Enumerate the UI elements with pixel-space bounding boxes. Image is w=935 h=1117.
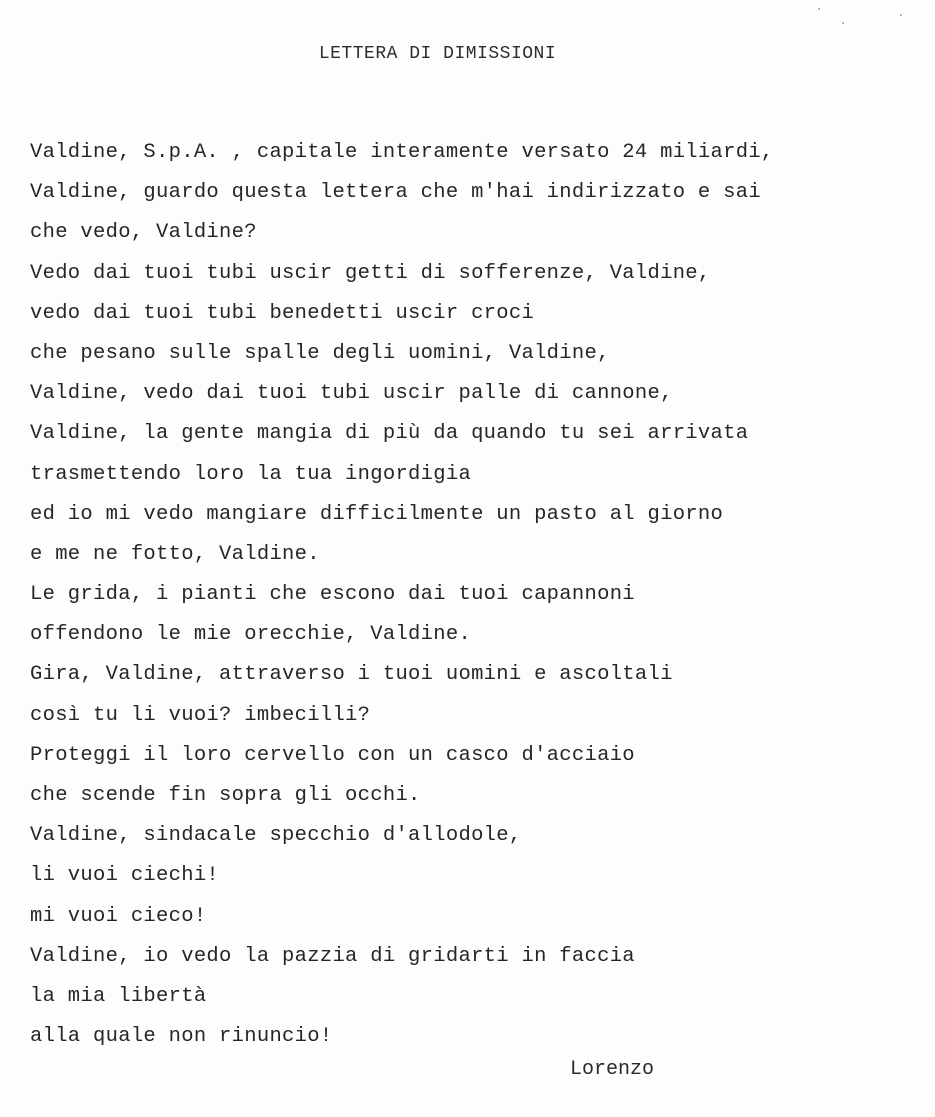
- letter-line: vedo dai tuoi tubi benedetti uscir croci: [30, 301, 535, 325]
- letter-title: LETTERA DI DIMISSIONI: [318, 44, 557, 64]
- letter-line: Valdine, guardo questa lettera che m'hai indirizzato e sai: [30, 181, 761, 205]
- letter-line: Gira, Valdine, attraverso i tuoi uomini e ascoltali: [30, 663, 673, 687]
- letter-line: li vuoi ciechi!: [30, 864, 220, 888]
- letter-line: Vedo dai tuoi tubi uscir getti di sofferenze, Valdine,: [30, 261, 711, 285]
- letter-line: ed io mi vedo mangiare difficilmente un pasto al giorno: [30, 502, 724, 526]
- letter-line: la mia libertà: [30, 984, 207, 1008]
- paper-speck: [818, 8, 820, 10]
- letter-line: così tu li vuoi? imbecilli?: [30, 703, 371, 727]
- letter-line: mi vuoi cieco!: [30, 904, 207, 928]
- letter-line: Valdine, vedo dai tuoi tubi uscir palle di cannone,: [30, 382, 673, 406]
- letter-line: Valdine, io vedo la pazzia di gridarti in faccia: [30, 944, 635, 968]
- letter-line: Valdine, sindacale specchio d'allodole,: [30, 824, 522, 848]
- letter-line: che pesano sulle spalle degli uomini, Valdine,: [30, 341, 610, 365]
- letter-line: alla quale non rinuncio!: [30, 1025, 333, 1049]
- letter-line: Proteggi il loro cervello con un casco d'acciaio: [30, 743, 635, 767]
- letter-line: Le grida, i pianti che escono dai tuoi capannoni: [30, 583, 635, 607]
- letter-line: e me ne fotto, Valdine.: [30, 542, 320, 566]
- letter-line: che vedo, Valdine?: [30, 221, 257, 245]
- paper-speck: [842, 22, 844, 24]
- paper-speck: [900, 14, 902, 16]
- letter-line: Valdine, S.p.A. , capitale interamente versato 24 miliardi,: [30, 141, 774, 164]
- letter-line: Valdine, la gente mangia di più da quando tu sei arrivata: [30, 422, 749, 446]
- letter-line: che scende fin sopra gli occhi.: [30, 784, 421, 807]
- letter-line: trasmettendo loro la tua ingordigia: [30, 462, 472, 486]
- letter-body: [30, 139, 925, 1063]
- letter-signature: Lorenzo: [570, 1058, 655, 1081]
- letter-line: offendono le mie orecchie, Valdine.: [30, 623, 472, 647]
